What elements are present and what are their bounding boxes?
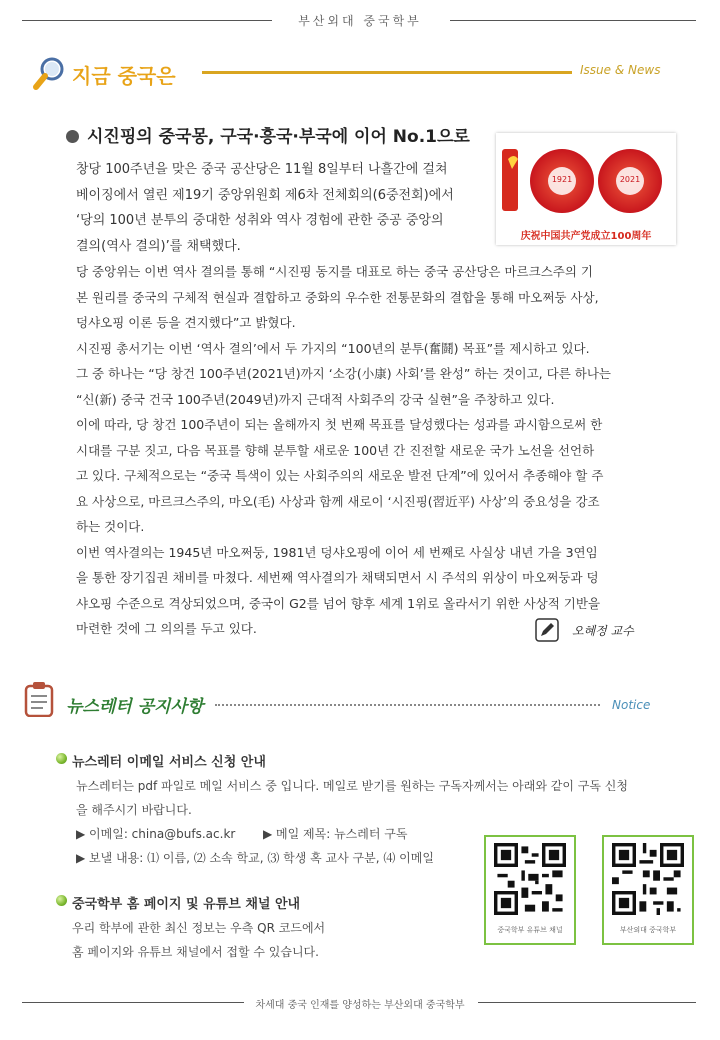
article-line: 이번 역사결의는 1945년 마오쩌둥, 1981년 덩샤오핑에 이어 세 번째로 사실상 내년 가을 3연임 (76, 544, 598, 560)
year-left-label: 1921 (551, 175, 573, 184)
anniversary-100-graphic (496, 135, 676, 225)
article-body (76, 259, 666, 642)
section-title-rule (202, 71, 572, 74)
article-line: 시진핑 총서기는 이번 ‘역사 결의’에서 두 가지의 “100년의 분투(奮鬪) 목표”를 제시하고 있다. (76, 340, 590, 356)
anniversary-image (496, 133, 676, 245)
qr-code-label: 중국학부 유튜브 채널 (497, 926, 563, 934)
footer-rule-right (478, 1002, 696, 1003)
notice-line: 을 해주시기 바랍니다. (76, 803, 192, 817)
article-line: 시대를 구분 짓고, 다음 목표를 향해 분투할 새로운 100년 간 진전할 새로운 국가 노선을 선언하 (76, 442, 595, 458)
article-headline (66, 122, 470, 147)
notice-item-title: 뉴스레터 이메일 서비스 신청 안내 (72, 755, 266, 770)
qr-code-icon (494, 843, 566, 915)
article-line: 요 사상으로, 마르크스주의, 마오(毛) 사상과 함께 새로이 ‘시진핑(習近平) 사상’의 중요성을 강조 (76, 493, 600, 509)
article-line: ‘당의 100년 분투의 중대한 성취와 역사 경험에 관한 중공 중앙의 (76, 213, 444, 228)
issue-news-tag: Issue & News (580, 63, 661, 77)
notice-subject: ▶ 메일 제목: 뉴스레터 구독 (263, 827, 408, 841)
article-line: 본 원리를 중국의 구체적 현실과 결합하고 중화의 우수한 전통문화의 결합을 통해 마오쩌둥 사상, (76, 289, 599, 305)
notice-tag: Notice (612, 698, 651, 712)
notice-line: 우리 학부에 관한 최신 정보는 우측 QR 코드에서 (72, 921, 326, 935)
notice-item-title: 중국학부 홈 페이지 및 유튜브 채널 안내 (72, 897, 301, 912)
green-bullet-icon (56, 895, 67, 906)
article-line: 이에 따라, 당 창건 100주년이 되는 올해까지 첫 번째 목표를 달성했다는 성과를 과시함으로써 한 (76, 417, 603, 432)
section-title-notice: 뉴스레터 공지사항 (66, 697, 204, 717)
article-headline-text: 시진핑의 중국몽, 구국·흥국·부국에 이어 No.1으로 (87, 127, 470, 147)
section-title-china-now: 지금 중국은 (72, 64, 176, 88)
article-line: 당 중앙위는 이번 역사 결의를 통해 “시진핑 동지를 대표로 하는 중국 공산당은 마르크스주의 기 (76, 264, 593, 279)
notice-line: 홈 페이지와 유튜브 채널에서 접할 수 있습니다. (72, 945, 319, 959)
article-intro (76, 157, 492, 259)
notice-content-line: ▶ 보낼 내용: ⑴ 이름, ⑵ 소속 학교, ⑶ 학생 혹 교사 구분, ⑷ 이메일 (76, 851, 434, 865)
green-bullet-icon (56, 753, 67, 764)
notice-email: ▶ 이메일: china@bufs.ac.kr (76, 827, 236, 841)
article-line: “신(新) 중국 건국 100주년(2049년)까지 근대적 사회주의 강국 실현”을 주창하고 있다. (76, 391, 555, 407)
article-line: 샤오핑 수준으로 격상되었으며, 중국이 G2를 넘어 향후 세계 1위로 올라서기 위한 사상적 기반을 (76, 595, 601, 611)
article-line: 을 통한 장기집권 채비를 마쳤다. 세번째 역사결의가 채택되면서 시 주석의 위상이 마오쩌둥과 덩 (76, 570, 599, 585)
anniversary-caption: 庆祝中国共产党成立100周年 (520, 231, 652, 242)
header-rule-right (450, 20, 696, 21)
author-name: 오혜정 교수 (572, 624, 634, 638)
notice-title-dotted-rule (215, 704, 600, 706)
article-line: 그 중 하나는 “당 창건 100주년(2021년)까지 ‘소강(小康) 사회’를 완성” 하는 것이고, 다른 하나는 (76, 366, 611, 381)
article-line: 덩샤오핑 이론 등을 견지했다”고 밝혔다. (76, 315, 296, 330)
notice-item-text (72, 916, 472, 964)
header-title: 부산외대 중국학부 (298, 14, 422, 28)
article-line: 결의(역사 결의)’를 채택했다. (76, 238, 241, 254)
qr-code-homepage[interactable] (602, 835, 694, 945)
qr-code-youtube[interactable] (484, 835, 576, 945)
clipboard-icon (24, 681, 54, 717)
article-line: 베이징에서 열린 제19기 중앙위원회 제6차 전체회의(6중전회)에서 (76, 187, 454, 203)
article-line: 하는 것이다. (76, 519, 145, 534)
qr-code-icon (612, 843, 684, 915)
article-line: 마련한 것에 그 의의를 두고 있다. (76, 621, 257, 636)
year-right-label: 2021 (619, 175, 641, 184)
footer-text: 차세대 중국 인재를 양성하는 부산외대 중국학부 (255, 1000, 465, 1011)
notice-contact-line (76, 822, 676, 846)
qr-code-label: 부산외대 중국학부 (619, 926, 677, 934)
magnifier-icon (32, 54, 70, 92)
pen-icon (535, 618, 559, 642)
article-line: 창당 100주년을 맞은 중국 공산당은 11월 8일부터 나흘간에 걸쳐 (76, 162, 448, 177)
bullet-icon (66, 130, 79, 143)
article-line: 고 있다. 구체적으로는 “중국 특색이 있는 사회주의의 새로운 발전 단계”에 있어서 추종해야 할 주 (76, 468, 604, 483)
notice-item-text (76, 774, 676, 870)
notice-line: 뉴스레터는 pdf 파일로 메일 서비스 중 입니다. 메일로 받기를 원하는 구독자께서는 아래와 같이 구독 신청 (76, 779, 628, 793)
